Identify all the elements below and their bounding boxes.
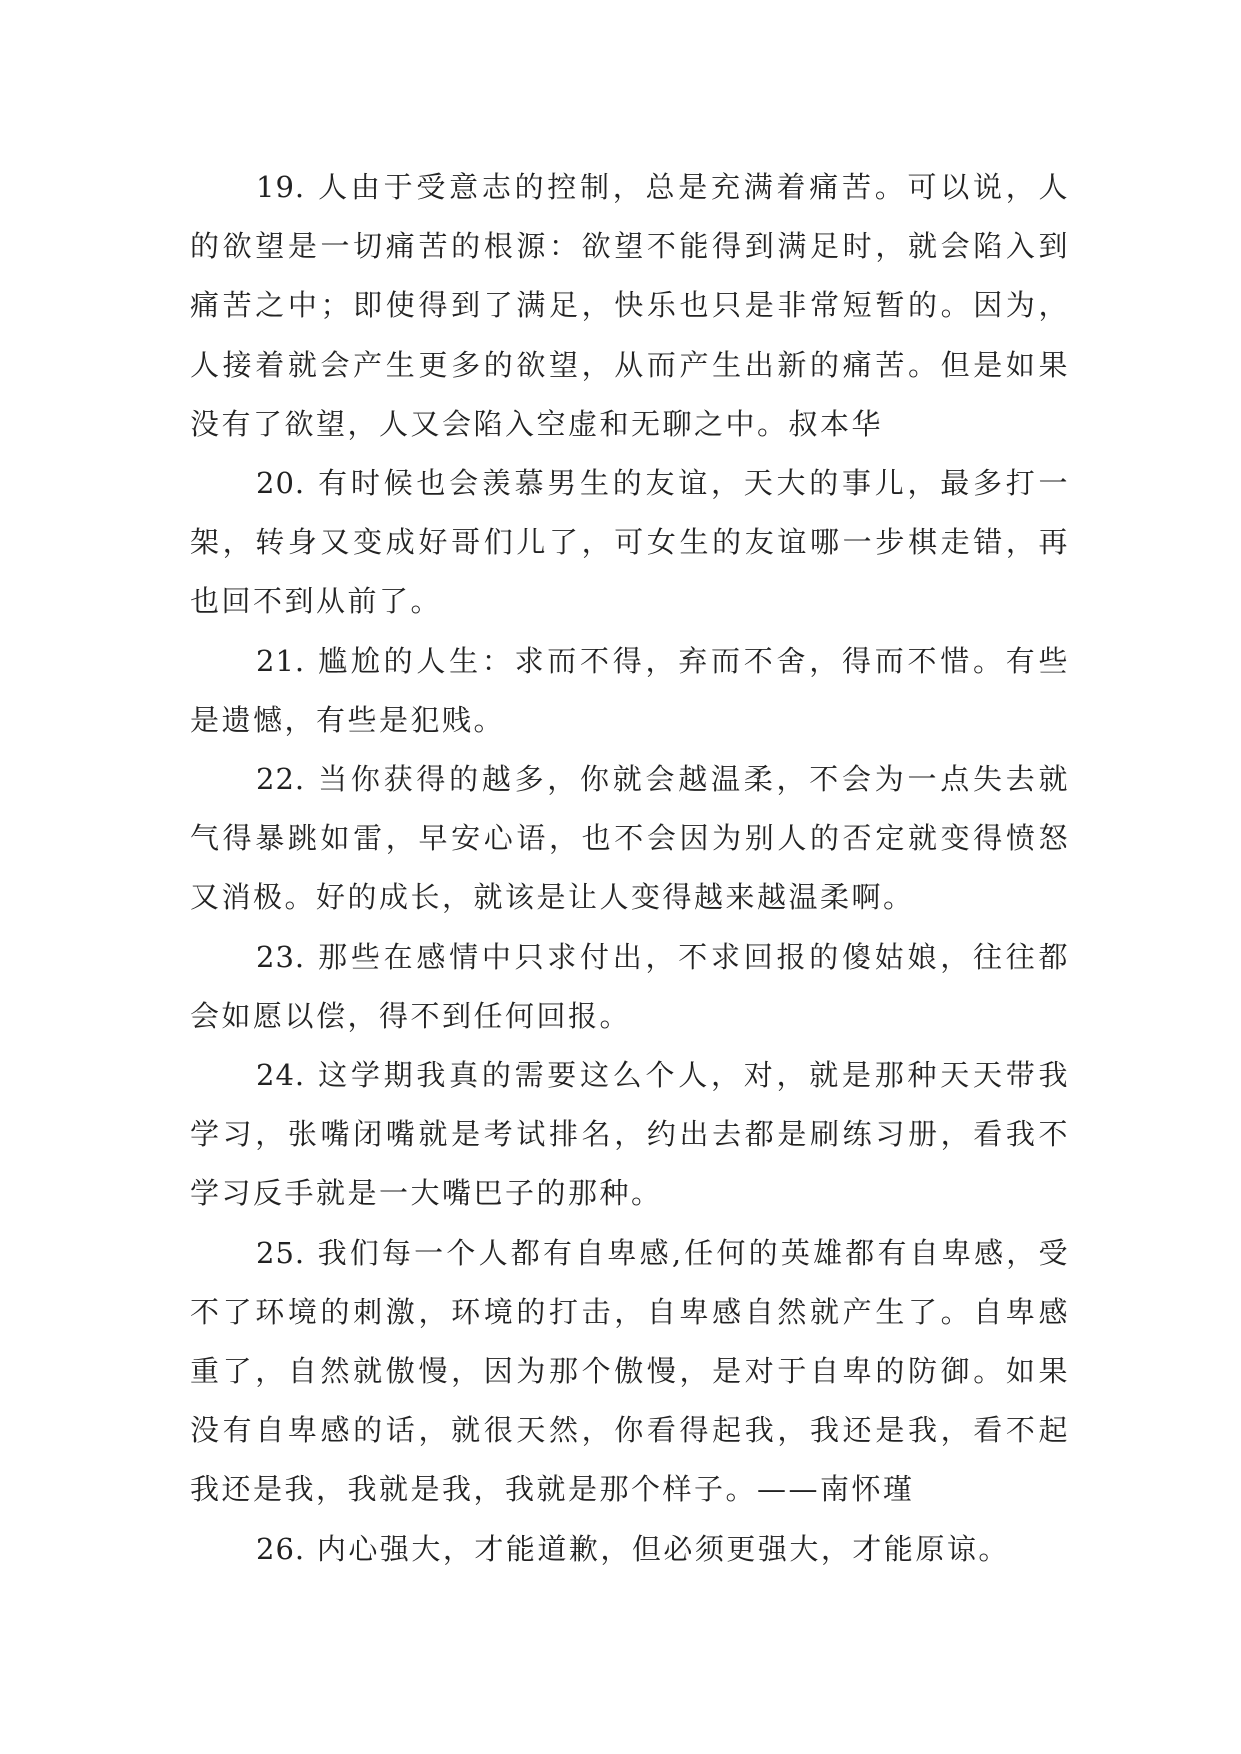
paragraph-25	[190, 1224, 1070, 1520]
paragraph-21	[190, 632, 1070, 750]
paragraph-22	[190, 750, 1070, 928]
paragraph-23	[190, 928, 1070, 1046]
paragraph-text: 我们每一个人都有自卑感,任何的英雄都有自卑感，受不了环境的刺激，环境的打击，自卑感自然就产生了。自卑感重了，自然就傲慢，因为那个傲慢，是对于自卑的防御。如果没有自卑感的话，就很天然，你看得起我，我还是我，看不起我还是我，我就是我，我就是那个样子。——南怀瑾	[190, 1235, 1070, 1507]
paragraph-number: 25.	[256, 1235, 306, 1270]
paragraph-19	[190, 158, 1070, 454]
paragraph-number: 23.	[256, 939, 306, 974]
paragraph-text: 内心强大，才能道歉，但必须更强大，才能原谅。	[316, 1531, 1010, 1566]
paragraph-number: 26.	[256, 1531, 306, 1566]
paragraph-number: 19.	[256, 170, 306, 204]
paragraph-text: 尴尬的人生：求而不得，弃而不舍，得而不惜。有些是遗憾，有些是犯贱。	[190, 643, 1070, 737]
paragraph-number: 22.	[256, 762, 306, 797]
paragraph-text: 有时候也会羡慕男生的友谊，天大的事儿，最多打一架，转身又变成好哥们儿了，可女生的友谊哪一步棋走错，再也回不到从前了。	[190, 466, 1070, 619]
paragraph-text: 人由于受意志的控制，总是充满着痛苦。可以说，人的欲望是一切痛苦的根源：欲望不能得到满足时，就会陷入到痛苦之中；即使得到了满足，快乐也只是非常短暂的。因为，人接着就会产生更多的欲望，从而产生出新的痛苦。但是如果没有了欲望，人又会陷入空虚和无聊之中。叔本华	[190, 170, 1070, 441]
paragraph-number: 20.	[256, 466, 306, 501]
paragraph-text: 当你获得的越多，你就会越温柔，不会为一点失去就气得暴跳如雷，早安心语，也不会因为别人的否定就变得愤怒又消极。好的成长，就该是让人变得越来越温柔啊。	[190, 762, 1070, 915]
paragraph-number: 24.	[256, 1058, 306, 1093]
paragraph-20	[190, 454, 1070, 632]
paragraph-24	[190, 1046, 1070, 1224]
paragraph-text: 那些在感情中只求付出，不求回报的傻姑娘，往往都会如愿以偿，得不到任何回报。	[190, 939, 1070, 1033]
paragraph-26	[190, 1520, 1070, 1579]
document-body	[190, 158, 1070, 1579]
paragraph-number: 21.	[256, 643, 306, 678]
paragraph-text: 这学期我真的需要这么个人，对，就是那种天天带我学习，张嘴闭嘴就是考试排名，约出去都是刷练习册，看我不学习反手就是一大嘴巴子的那种。	[190, 1058, 1070, 1211]
